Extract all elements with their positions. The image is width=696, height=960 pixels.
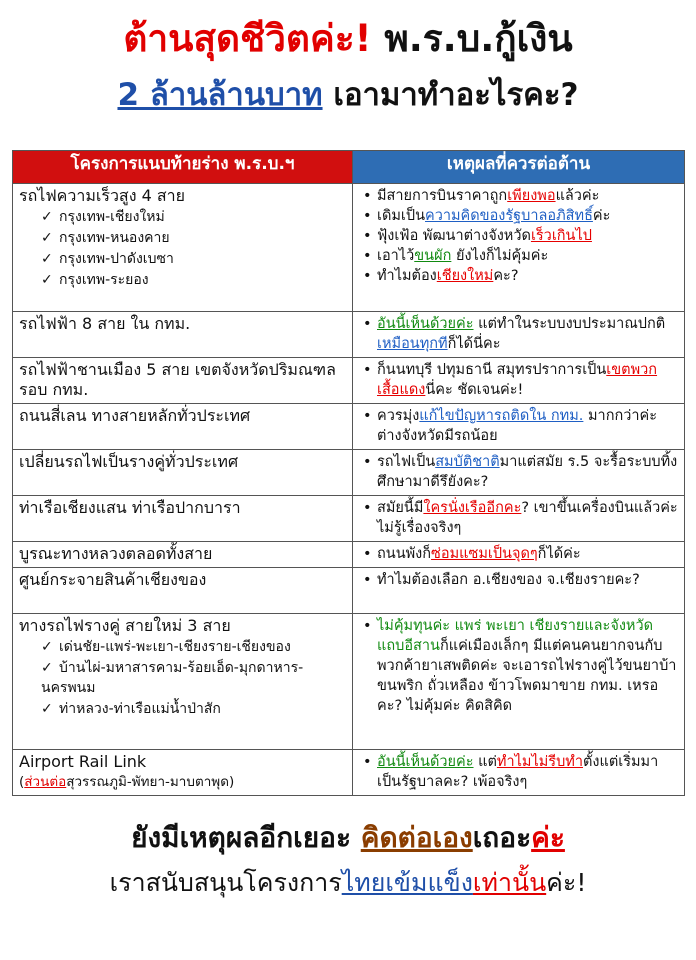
reason-item: • ทำไมต้องเชียงใหม่คะ? xyxy=(377,266,678,286)
check-icon: ✓ xyxy=(41,251,53,267)
reason-item: • เอาไว้ขนผัก ยังไงก็ไม่คุ้มค่ะ xyxy=(377,246,678,266)
footer-program: ไทยเข้มแข็ง xyxy=(341,868,473,897)
reason-item: • ฟุ้งเฟ้อ พัฒนาต่างจังหวัดเร็วเกินไป xyxy=(377,226,678,246)
reason-cell xyxy=(353,450,685,496)
project-cell: บูรณะทางหลวงตลอดทั้งสาย xyxy=(13,542,353,568)
reason-cell xyxy=(353,184,685,312)
sub-item: ✓ เด่นชัย-แพร่-พะเยา-เชียงราย-เชียงของ xyxy=(41,639,291,655)
reason-cell xyxy=(353,358,685,404)
headline-oppose: ต้านสุดชีวิตค่ะ! xyxy=(123,17,372,60)
reason-item: • มีสายการบินราคาถูกเพียงพอแล้วค่ะ xyxy=(377,186,678,206)
project-title: รถไฟความเร็วสูง 4 สาย xyxy=(19,186,185,205)
reason-item: • รถไฟเป็นสมบัติชาติมาแต่สมัย ร.5 จะรื้อระบบทิ้ง ศึกษามาดีรึยังคะ? xyxy=(377,452,678,492)
footer-line2: เราสนับสนุนโครงการไทยเข้มแข็งเท่านั้นค่ะ! xyxy=(109,868,587,897)
reason-cell xyxy=(353,312,685,358)
reason-item: • ก็นนทบุรี ปทุมธานี สมุทรปราการเป็นเขตพวกเสื้อแดงนี่คะ ชัดเจนค่ะ! xyxy=(377,360,678,400)
project-cell xyxy=(13,614,353,750)
table-row xyxy=(13,542,685,568)
sub-item: ✓ กรุงเทพ-ระยอง xyxy=(41,272,149,288)
headline-question: เอามาทำอะไรคะ? xyxy=(333,77,579,113)
projects-table xyxy=(12,150,685,796)
table-row xyxy=(13,568,685,614)
header-reasons: เหตุผลที่ควรต่อต้าน xyxy=(353,151,685,184)
table-row xyxy=(13,404,685,450)
reason-cell xyxy=(353,568,685,614)
project-cell xyxy=(13,750,353,796)
headline-line2 xyxy=(0,72,696,118)
headline-amount: 2 ล้านล้านบาท xyxy=(117,77,323,113)
table-row xyxy=(13,184,685,312)
footer-think: คิดต่อเอง xyxy=(360,821,473,854)
sub-item: ✓ ท่าหลวง-ท่าเรือแม่น้ำป่าสัก xyxy=(41,701,221,717)
reason-cell xyxy=(353,496,685,542)
project-cell: ศูนย์กระจายสินค้าเชียงของ xyxy=(13,568,353,614)
reason-item: • ถนนพังก็ซ่อมแซมเป็นจุดๆก็ได้ค่ะ xyxy=(377,544,678,564)
reason-item: • อันนี้เห็นด้วยค่ะ แต่ทำในระบบงบประมาณปกติเหมือนทุกทีก็ได้นี่คะ xyxy=(377,314,678,354)
table-row xyxy=(13,614,685,750)
reason-cell xyxy=(353,750,685,796)
project-cell: ท่าเรือเชียงแสน ท่าเรือปากบารา xyxy=(13,496,353,542)
header-projects: โครงการแนบท้ายร่าง พ.ร.บ.ฯ xyxy=(13,151,353,184)
project-cell: รถไฟฟ้า 8 สาย ใน กทม. xyxy=(13,312,353,358)
sub-item: ✓ บ้านไผ่-มหาสารคาม-ร้อยเอ็ด-มุกดาหาร-นครพนม xyxy=(41,660,304,696)
reason-item: • ควรมุ่งแก้ไขปัญหารถติดใน กทม. มากกว่าค่ะ ต่างจังหวัดมีรถน้อย xyxy=(377,406,678,446)
check-icon: ✓ xyxy=(41,230,53,246)
sub-item: ✓ กรุงเทพ-เชียงใหม่ xyxy=(41,209,165,225)
project-cell: ถนนสี่เลน ทางสายหลักทั่วประเทศ xyxy=(13,404,353,450)
reason-item: • เดิมเป็นความคิดของรัฐบาลอภิสิทธิ์ค่ะ xyxy=(377,206,678,226)
project-cell: รถไฟฟ้าชานเมือง 5 สาย เขตจังหวัดปริมณฑลรอบ กทม. xyxy=(13,358,353,404)
table-header xyxy=(13,151,685,184)
sub-item: ✓ กรุงเทพ-ปาดังเบซา xyxy=(41,251,174,267)
table-row xyxy=(13,312,685,358)
reason-item: • สมัยนี้มีใครนั่งเรืออีกคะ? เขาขึ้นเครื่องบินแล้วค่ะ ไม่รู้เรื่องจริงๆ xyxy=(377,498,678,538)
project-title: ทางรถไฟรางคู่ สายใหม่ 3 สาย xyxy=(19,616,231,635)
table-row xyxy=(13,450,685,496)
check-icon: ✓ xyxy=(41,209,53,225)
reason-cell xyxy=(353,542,685,568)
table-row xyxy=(13,750,685,796)
project-cell xyxy=(13,184,353,312)
project-cell: เปลี่ยนรถไฟเป็นรางคู่ทั่วประเทศ xyxy=(13,450,353,496)
check-icon: ✓ xyxy=(41,639,53,655)
reason-item: • ทำไมต้องเลือก อ.เชียงของ จ.เชียงรายคะ? xyxy=(377,570,678,590)
table-row xyxy=(13,496,685,542)
reason-item: • อันนี้เห็นด้วยค่ะ แต่ทำไมไม่รีบทำตั้งแต่เริ่มมาเป็นรัฐบาลคะ? เพ้อจริงๆ xyxy=(377,752,678,792)
sub-item: ✓ กรุงเทพ-หนองคาย xyxy=(41,230,170,246)
project-note: (ส่วนต่อสุวรรณภูมิ-พัทยา-มาบตาพุด) xyxy=(19,774,235,790)
headline-line1 xyxy=(0,14,696,64)
check-icon: ✓ xyxy=(41,660,53,676)
table-row xyxy=(13,358,685,404)
check-icon: ✓ xyxy=(41,701,53,717)
reason-item: • ไม่คุ้มทุนค่ะ แพร่ พะเยา เชียงรายและจังหวัดแถบอีสานก็แค่เมืองเล็กๆ มีแต่คนคนยากจนกับพวกค้ายาเสพติดค่ะ จะเอารถไฟรางคู่ไว้ขนยาบ้า ขนพริก ถั่วเหลือง ข้าวโพดมาขาย กทม. เหรอคะ? ไม่คุ้มค่ะ คิดสิคิด xyxy=(377,616,678,716)
project-title: Airport Rail Link xyxy=(19,752,147,771)
headline-bill: พ.ร.บ.กู้เงิน xyxy=(384,17,573,60)
reason-cell xyxy=(353,404,685,450)
check-icon: ✓ xyxy=(41,272,53,288)
reason-cell xyxy=(353,614,685,750)
footer-line1: ยังมีเหตุผลอีกเยอะ คิดต่อเองเถอะค่ะ xyxy=(131,821,565,854)
